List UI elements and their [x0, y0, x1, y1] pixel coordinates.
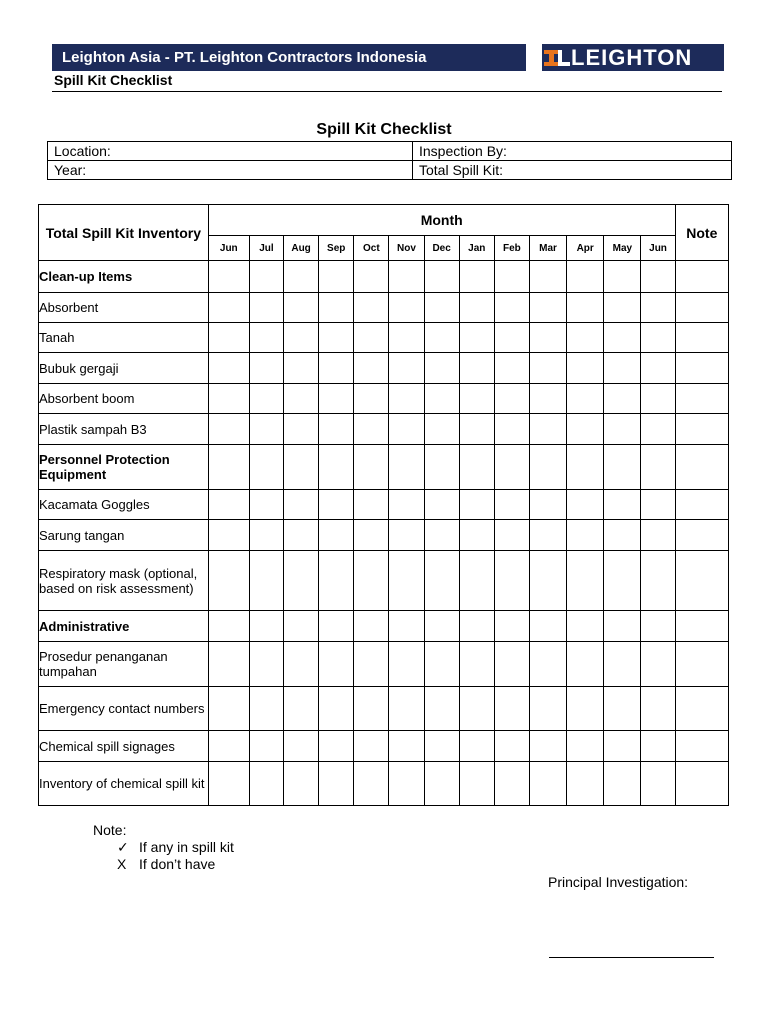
check-cell[interactable] — [389, 414, 424, 445]
year-field[interactable]: Year: — [48, 161, 413, 180]
check-cell[interactable] — [284, 293, 319, 323]
check-cell[interactable] — [494, 261, 529, 293]
month-column-header: Jan — [459, 236, 494, 261]
check-cell[interactable] — [389, 293, 424, 323]
check-cell[interactable] — [208, 687, 249, 731]
note-cell[interactable] — [675, 490, 728, 520]
check-cell[interactable] — [459, 414, 494, 445]
check-cell[interactable] — [424, 762, 459, 806]
table-row — [39, 384, 729, 414]
check-cell[interactable] — [284, 414, 319, 445]
check-cell[interactable] — [249, 642, 283, 687]
table-row — [39, 731, 729, 762]
check-cell[interactable] — [459, 323, 494, 353]
check-icon: ✓ — [117, 839, 129, 855]
table-row — [39, 490, 729, 520]
check-cell[interactable] — [208, 261, 249, 293]
check-cell[interactable] — [208, 445, 249, 490]
month-column-header: Nov — [389, 236, 424, 261]
note-cell[interactable] — [675, 293, 728, 323]
check-cell[interactable] — [604, 642, 641, 687]
month-column-header: Feb — [494, 236, 529, 261]
check-cell[interactable] — [208, 551, 249, 611]
item-label: Plastik sampah B3 — [39, 414, 209, 445]
check-cell[interactable] — [249, 520, 283, 551]
check-cell[interactable] — [249, 731, 283, 762]
check-cell[interactable] — [319, 414, 354, 445]
check-cell[interactable] — [389, 353, 424, 384]
item-label: Inventory of chemical spill kit — [39, 762, 209, 806]
check-cell[interactable] — [208, 642, 249, 687]
check-cell[interactable] — [354, 731, 389, 762]
item-label: Sarung tangan — [39, 520, 209, 551]
check-cell[interactable] — [529, 551, 566, 611]
note-cell[interactable] — [675, 261, 728, 293]
total-spill-kit-field[interactable]: Total Spill Kit: — [413, 161, 732, 180]
check-cell[interactable] — [354, 687, 389, 731]
check-cell[interactable] — [459, 731, 494, 762]
check-cell[interactable] — [354, 551, 389, 611]
check-cell[interactable] — [208, 323, 249, 353]
check-cell[interactable] — [284, 731, 319, 762]
check-cell[interactable] — [567, 642, 604, 687]
note-cell[interactable] — [675, 731, 728, 762]
check-cell[interactable] — [319, 611, 354, 642]
check-cell[interactable] — [529, 353, 566, 384]
leighton-mark-icon — [544, 48, 570, 68]
check-cell[interactable] — [459, 490, 494, 520]
check-cell[interactable] — [424, 323, 459, 353]
check-cell[interactable] — [494, 490, 529, 520]
month-column-header: Sep — [319, 236, 354, 261]
check-cell[interactable] — [249, 762, 283, 806]
check-cell[interactable] — [319, 731, 354, 762]
check-cell[interactable] — [284, 520, 319, 551]
check-cell[interactable] — [389, 687, 424, 731]
item-label: Bubuk gergaji — [39, 353, 209, 384]
check-cell[interactable] — [459, 762, 494, 806]
company-name: Leighton Asia - PT. Leighton Contractors Indonesia — [62, 49, 427, 66]
check-cell[interactable] — [529, 323, 566, 353]
table-row — [39, 293, 729, 323]
check-cell[interactable] — [354, 384, 389, 414]
check-cell[interactable] — [494, 414, 529, 445]
note-cell[interactable] — [675, 611, 728, 642]
check-cell[interactable] — [319, 762, 354, 806]
check-cell[interactable] — [389, 611, 424, 642]
legend — [93, 822, 234, 873]
note-cell[interactable] — [675, 687, 728, 731]
check-cell[interactable] — [389, 551, 424, 611]
table-row — [39, 762, 729, 806]
check-cell[interactable] — [208, 520, 249, 551]
check-cell[interactable] — [389, 384, 424, 414]
check-cell[interactable] — [249, 261, 283, 293]
check-cell[interactable] — [494, 384, 529, 414]
check-cell[interactable] — [459, 687, 494, 731]
check-cell[interactable] — [389, 490, 424, 520]
check-cell[interactable] — [208, 353, 249, 384]
month-column-header: Mar — [529, 236, 566, 261]
note-cell[interactable] — [675, 353, 728, 384]
note-cell[interactable] — [675, 762, 728, 806]
check-cell[interactable] — [567, 687, 604, 731]
check-cell[interactable] — [494, 762, 529, 806]
check-cell[interactable] — [424, 261, 459, 293]
check-cell[interactable] — [354, 293, 389, 323]
signature-line[interactable] — [549, 957, 714, 958]
item-label: Tanah — [39, 323, 209, 353]
check-cell[interactable] — [389, 520, 424, 551]
check-cell[interactable] — [459, 611, 494, 642]
check-cell[interactable] — [604, 490, 641, 520]
check-cell[interactable] — [459, 353, 494, 384]
checklist-table — [38, 204, 729, 806]
check-cell[interactable] — [641, 293, 675, 323]
check-cell[interactable] — [284, 762, 319, 806]
check-cell[interactable] — [529, 490, 566, 520]
check-cell[interactable] — [567, 520, 604, 551]
check-cell[interactable] — [459, 445, 494, 490]
check-cell[interactable] — [249, 323, 283, 353]
check-cell[interactable] — [208, 384, 249, 414]
note-cell[interactable] — [675, 384, 728, 414]
check-cell[interactable] — [529, 293, 566, 323]
check-cell[interactable] — [319, 520, 354, 551]
check-cell[interactable] — [494, 611, 529, 642]
check-cell[interactable] — [567, 762, 604, 806]
check-cell[interactable] — [389, 261, 424, 293]
check-cell[interactable] — [284, 323, 319, 353]
section-row — [39, 445, 729, 490]
check-cell[interactable] — [319, 551, 354, 611]
check-cell[interactable] — [389, 762, 424, 806]
legend-item — [93, 856, 234, 873]
note-cell[interactable] — [675, 323, 728, 353]
item-label: Respiratory mask (optional, based on risk assessment) — [39, 551, 209, 611]
check-cell[interactable] — [604, 687, 641, 731]
table-row — [39, 323, 729, 353]
check-cell[interactable] — [249, 490, 283, 520]
check-cell[interactable] — [641, 414, 675, 445]
check-cell[interactable] — [604, 762, 641, 806]
location-field[interactable]: Location: — [48, 142, 413, 161]
x-icon: X — [117, 856, 127, 872]
check-cell[interactable] — [567, 414, 604, 445]
section-label: Administrative — [39, 611, 209, 642]
check-cell[interactable] — [249, 551, 283, 611]
check-cell[interactable] — [494, 445, 529, 490]
check-cell[interactable] — [424, 731, 459, 762]
check-cell[interactable] — [319, 323, 354, 353]
document-name: Spill Kit Checklist — [54, 72, 173, 88]
logo-wordmark: LEIGHTON — [571, 44, 693, 70]
check-cell[interactable] — [354, 414, 389, 445]
check-cell[interactable] — [249, 611, 283, 642]
principal-investigation-label: Principal Investigation: — [548, 874, 689, 890]
check-cell[interactable] — [424, 520, 459, 551]
check-cell[interactable] — [494, 687, 529, 731]
check-cell[interactable] — [208, 293, 249, 323]
check-cell[interactable] — [284, 261, 319, 293]
check-cell[interactable] — [459, 261, 494, 293]
check-cell[interactable] — [529, 414, 566, 445]
check-cell[interactable] — [208, 490, 249, 520]
inspection-by-field[interactable]: Inspection By: — [413, 142, 732, 161]
check-cell[interactable] — [424, 490, 459, 520]
check-cell[interactable] — [604, 384, 641, 414]
check-cell[interactable] — [424, 414, 459, 445]
check-cell[interactable] — [249, 353, 283, 384]
month-column-header: Dec — [424, 236, 459, 261]
check-cell[interactable] — [389, 731, 424, 762]
month-column-header: Apr — [567, 236, 604, 261]
check-cell[interactable] — [604, 731, 641, 762]
check-cell[interactable] — [389, 445, 424, 490]
table-row — [39, 642, 729, 687]
check-cell[interactable] — [604, 551, 641, 611]
check-cell[interactable] — [459, 551, 494, 611]
check-cell[interactable] — [641, 642, 675, 687]
item-label: Emergency contact numbers — [39, 687, 209, 731]
table-row — [39, 551, 729, 611]
check-cell[interactable] — [424, 551, 459, 611]
month-column-header: Aug — [284, 236, 319, 261]
check-cell[interactable] — [354, 261, 389, 293]
check-cell[interactable] — [459, 384, 494, 414]
check-cell[interactable] — [354, 323, 389, 353]
page-title: Spill Kit Checklist — [316, 121, 452, 138]
check-cell[interactable] — [389, 323, 424, 353]
note-header: Note — [675, 205, 728, 261]
note-cell[interactable] — [675, 551, 728, 611]
check-cell[interactable] — [567, 490, 604, 520]
check-cell[interactable] — [319, 261, 354, 293]
check-cell[interactable] — [604, 261, 641, 293]
check-cell[interactable] — [459, 520, 494, 551]
check-cell[interactable] — [641, 445, 675, 490]
section-label: Clean-up Items — [39, 261, 209, 293]
check-cell[interactable] — [567, 551, 604, 611]
item-label: Absorbent — [39, 293, 209, 323]
check-cell[interactable] — [641, 731, 675, 762]
check-cell[interactable] — [567, 293, 604, 323]
check-cell[interactable] — [529, 445, 566, 490]
check-cell[interactable] — [641, 384, 675, 414]
check-cell[interactable] — [424, 293, 459, 323]
note-cell[interactable] — [675, 445, 728, 490]
check-cell[interactable] — [354, 642, 389, 687]
note-cell[interactable] — [675, 520, 728, 551]
check-cell[interactable] — [354, 762, 389, 806]
check-cell[interactable] — [529, 261, 566, 293]
check-cell[interactable] — [567, 731, 604, 762]
check-cell[interactable] — [319, 293, 354, 323]
table-row — [39, 520, 729, 551]
check-cell[interactable] — [604, 293, 641, 323]
check-cell[interactable] — [284, 551, 319, 611]
check-cell[interactable] — [494, 731, 529, 762]
check-cell[interactable] — [641, 551, 675, 611]
check-cell[interactable] — [567, 611, 604, 642]
check-cell[interactable] — [604, 414, 641, 445]
check-cell[interactable] — [354, 490, 389, 520]
check-cell[interactable] — [424, 384, 459, 414]
section-row — [39, 261, 729, 293]
check-cell[interactable] — [424, 642, 459, 687]
check-cell[interactable] — [284, 642, 319, 687]
check-cell[interactable] — [641, 261, 675, 293]
check-cell[interactable] — [424, 445, 459, 490]
check-cell[interactable] — [641, 611, 675, 642]
company-banner — [52, 44, 526, 71]
check-cell[interactable] — [529, 731, 566, 762]
check-cell[interactable] — [319, 384, 354, 414]
table-row — [39, 353, 729, 384]
check-cell[interactable] — [529, 687, 566, 731]
check-cell[interactable] — [208, 731, 249, 762]
check-cell[interactable] — [567, 261, 604, 293]
check-cell[interactable] — [249, 687, 283, 731]
check-cell[interactable] — [641, 323, 675, 353]
check-cell[interactable] — [529, 611, 566, 642]
check-cell[interactable] — [284, 687, 319, 731]
info-table — [47, 141, 732, 180]
check-cell[interactable] — [354, 611, 389, 642]
check-cell[interactable] — [249, 384, 283, 414]
check-cell[interactable] — [494, 353, 529, 384]
month-column-header: Oct — [354, 236, 389, 261]
check-cell[interactable] — [208, 414, 249, 445]
header-divider — [52, 91, 722, 92]
check-cell[interactable] — [284, 490, 319, 520]
check-cell[interactable] — [284, 384, 319, 414]
check-cell[interactable] — [529, 520, 566, 551]
check-cell[interactable] — [424, 611, 459, 642]
inventory-header: Total Spill Kit Inventory — [39, 205, 209, 261]
check-cell[interactable] — [249, 445, 283, 490]
legend-text: If don’t have — [139, 856, 216, 872]
check-cell[interactable] — [529, 642, 566, 687]
check-cell[interactable] — [604, 323, 641, 353]
check-cell[interactable] — [284, 353, 319, 384]
check-cell[interactable] — [319, 490, 354, 520]
check-cell[interactable] — [641, 353, 675, 384]
check-cell[interactable] — [284, 445, 319, 490]
legend-text: If any in spill kit — [139, 839, 234, 855]
month-column-header: Jul — [249, 236, 283, 261]
check-cell[interactable] — [459, 642, 494, 687]
check-cell[interactable] — [567, 323, 604, 353]
check-cell[interactable] — [354, 520, 389, 551]
check-cell[interactable] — [249, 414, 283, 445]
section-label: Personnel Protection Equipment — [39, 445, 209, 490]
month-column-header: Jun — [641, 236, 675, 261]
table-row — [39, 687, 729, 731]
check-cell[interactable] — [567, 353, 604, 384]
check-cell[interactable] — [641, 520, 675, 551]
check-cell[interactable] — [494, 551, 529, 611]
check-cell[interactable] — [604, 353, 641, 384]
month-column-header: May — [604, 236, 641, 261]
check-cell[interactable] — [604, 611, 641, 642]
check-cell[interactable] — [284, 611, 319, 642]
check-cell[interactable] — [494, 642, 529, 687]
check-cell[interactable] — [389, 642, 424, 687]
check-cell[interactable] — [459, 293, 494, 323]
legend-item — [93, 839, 234, 856]
check-cell[interactable] — [494, 323, 529, 353]
check-cell[interactable] — [641, 762, 675, 806]
item-label: Prosedur penanganan tumpahan — [39, 642, 209, 687]
month-header: Month — [208, 205, 675, 236]
check-cell[interactable] — [249, 293, 283, 323]
check-cell[interactable] — [319, 445, 354, 490]
check-cell[interactable] — [424, 687, 459, 731]
check-cell[interactable] — [529, 384, 566, 414]
check-cell[interactable] — [641, 490, 675, 520]
check-cell[interactable] — [641, 687, 675, 731]
month-column-header: Jun — [208, 236, 249, 261]
section-row — [39, 611, 729, 642]
note-cell[interactable] — [675, 642, 728, 687]
check-cell[interactable] — [604, 445, 641, 490]
legend-title: Note: — [93, 822, 127, 838]
table-row — [39, 414, 729, 445]
check-cell[interactable] — [567, 384, 604, 414]
check-cell[interactable] — [494, 520, 529, 551]
check-cell[interactable] — [494, 293, 529, 323]
item-label: Kacamata Goggles — [39, 490, 209, 520]
check-cell[interactable] — [208, 762, 249, 806]
item-label: Chemical spill signages — [39, 731, 209, 762]
check-cell[interactable] — [567, 445, 604, 490]
check-cell[interactable] — [424, 353, 459, 384]
note-cell[interactable] — [675, 414, 728, 445]
check-cell[interactable] — [208, 611, 249, 642]
item-label: Absorbent boom — [39, 384, 209, 414]
leighton-logo — [542, 44, 724, 71]
check-cell[interactable] — [319, 642, 354, 687]
check-cell[interactable] — [529, 762, 566, 806]
check-cell[interactable] — [354, 445, 389, 490]
check-cell[interactable] — [354, 353, 389, 384]
check-cell[interactable] — [604, 520, 641, 551]
check-cell[interactable] — [319, 353, 354, 384]
check-cell[interactable] — [319, 687, 354, 731]
